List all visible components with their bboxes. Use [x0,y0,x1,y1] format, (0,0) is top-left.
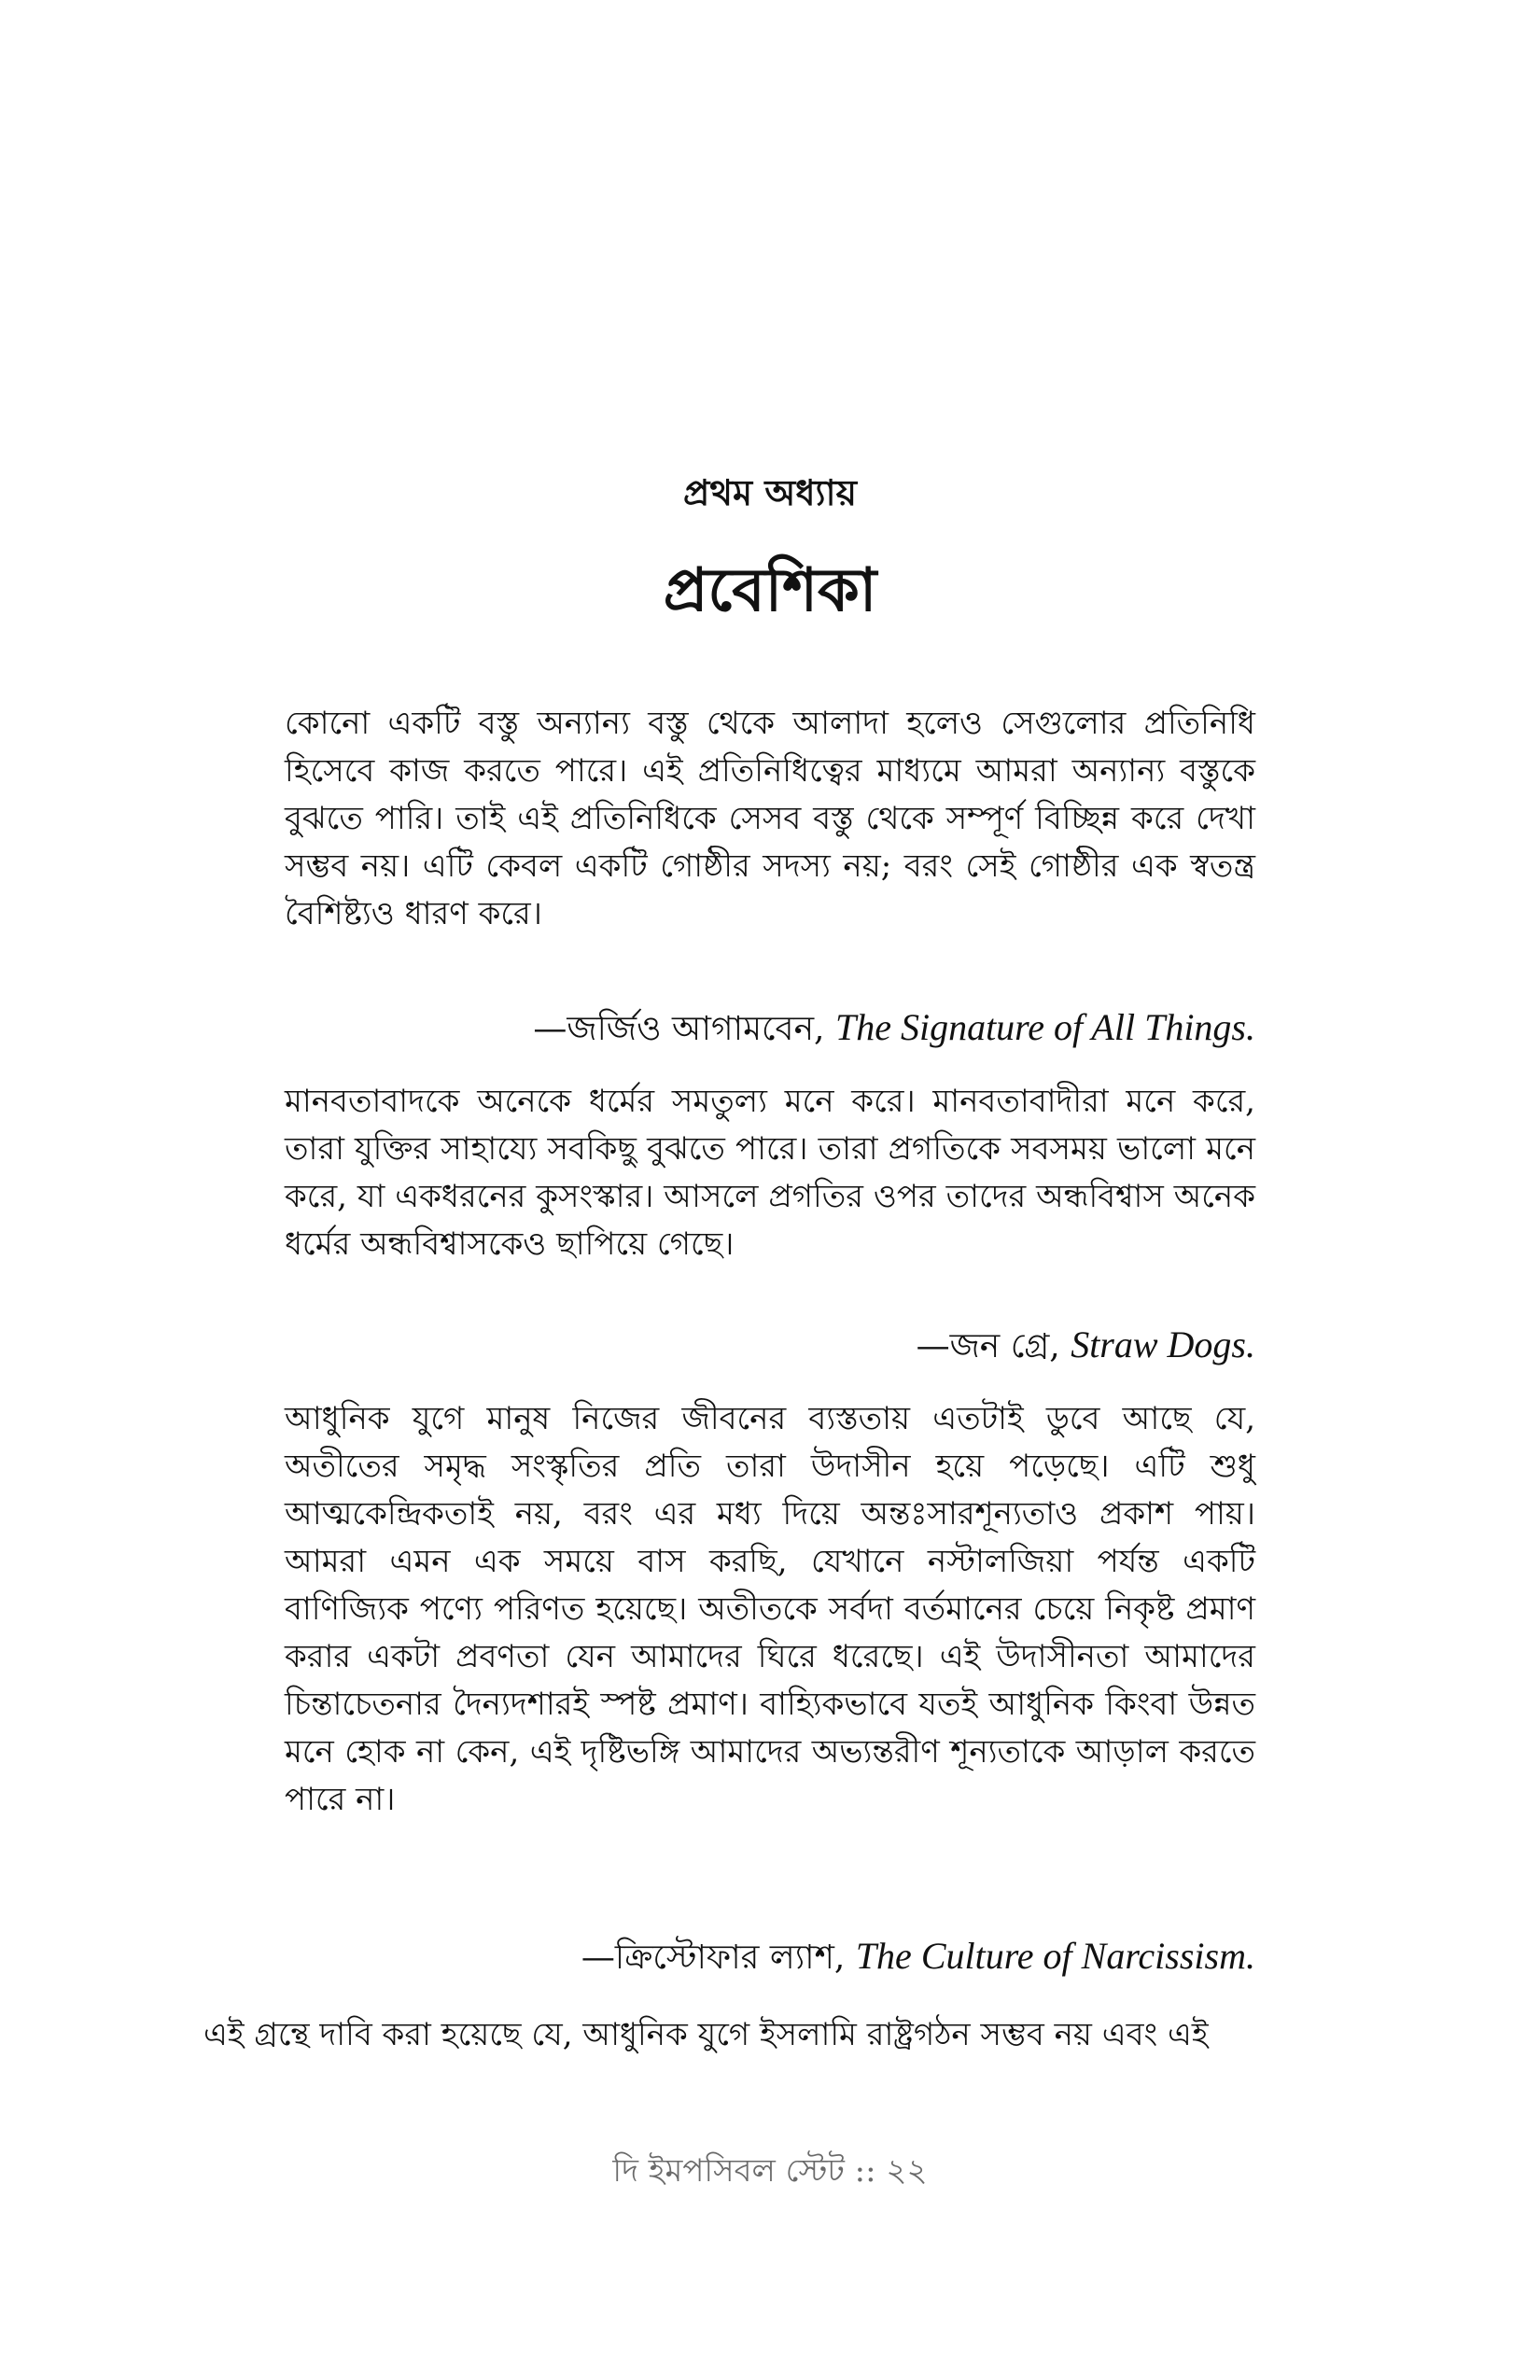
epigraph-1-text: কোনো একটি বস্তু অন্যান্য বস্তু থেকে আলাদা হলেও সেগুলোর প্রতিনিধি হিসেবে কাজ করতে পারে। এই প্রতিনিধিত্বের মাধ্যমে আমরা অন্যান্য বস্তুকে বুঝতে পারি। তাই এই প্রতিনিধিকে সেসব বস্তু থেকে সম্পূর্ণ বিচ্ছিন্ন করে দেখা সম্ভব নয়। এটি কেবল একটি গোষ্ঠীর সদস্য নয়; বরং সেই গোষ্ঠীর এক স্বতন্ত্র বৈশিষ্ট্যও ধারণ করে। [285,705,1255,932]
footer-separator: :: [854,2152,876,2190]
epigraph-3-source: The Culture of Narcissism. [855,1935,1255,1977]
epigraph-1-author: —জর্জিও আগামবেন, [533,1010,825,1048]
chapter-title: প্রবেশিকা [663,555,877,625]
chapter-label: প্রথম অধ্যায় [683,471,857,513]
epigraph-1-attribution [533,1003,1255,1059]
page-number: ২২ [886,2152,928,2190]
epigraph-2-attribution [917,1321,1255,1377]
epigraph-2-source: Straw Dogs. [1071,1323,1255,1365]
footer-book-title: দি ইমপসিবল স্টেট [612,2152,845,2190]
page-footer [0,2147,1540,2200]
body-paragraph: এই গ্রন্থে দাবি করা হয়েছে যে, আধুনিক যুগে ইসলামি রাষ্ট্রগঠন সম্ভব নয় এবং এই [203,2016,1209,2053]
epigraph-2-text: মানবতাবাদকে অনেকে ধর্মের সমতুল্য মনে করে। মানবতাবাদীরা মনে করে, তারা যুক্তির সাহায্যে সবকিছু বুঝতে পারে। তারা প্রগতিকে সবসময় ভালো মনে করে, যা একধরনের কুসংস্কার। আসলে প্রগতির ওপর তাদের অন্ধবিশ্বাস অনেক ধর্মের অন্ধবিশ্বাসকেও ছাপিয়ে গেছে। [285,1083,1255,1263]
epigraph-1-source: The Signature of All Things. [834,1006,1255,1048]
epigraph-3-attribution [581,1932,1255,1988]
epigraph-3-author: —ক্রিস্টোফার ল্যাশ, [581,1939,846,1977]
epigraph-2-author: —জন গ্রে, [916,1327,1060,1365]
epigraph-3-text: আধুনিক যুগে মানুষ নিজের জীবনের ব্যস্ততায় এতটাই ডুবে আছে যে, অতীতের সমৃদ্ধ সংস্কৃতির প্রতি তারা উদাসীন হয়ে পড়েছে। এটি শুধু আত্মকেন্দ্রিকতাই নয়, বরং এর মধ্য দিয়ে অন্তঃসারশূন্যতাও প্রকাশ পায়। আমরা এমন এক সময়ে বাস করছি, যেখানে নস্টালজিয়া পর্যন্ত একটি বাণিজ্যিক পণ্যে পরিণত হয়েছে। অতীতকে সর্বদা বর্তমানের চেয়ে নিকৃষ্ট প্রমাণ করার একটা প্রবণতা যেন আমাদের ঘিরে ধরেছে। এই উদাসীনতা আমাদের চিন্তাচেতনার দৈন্যদশারই স্পষ্ট প্রমাণ। বাহ্যিকভাবে যতই আধুনিক কিংবা উন্নত মনে হোক না কেন, এই দৃষ্টিভঙ্গি আমাদের অভ্যন্তরীণ শূন্যতাকে আড়াল করতে পারে না। [285,1400,1255,1818]
